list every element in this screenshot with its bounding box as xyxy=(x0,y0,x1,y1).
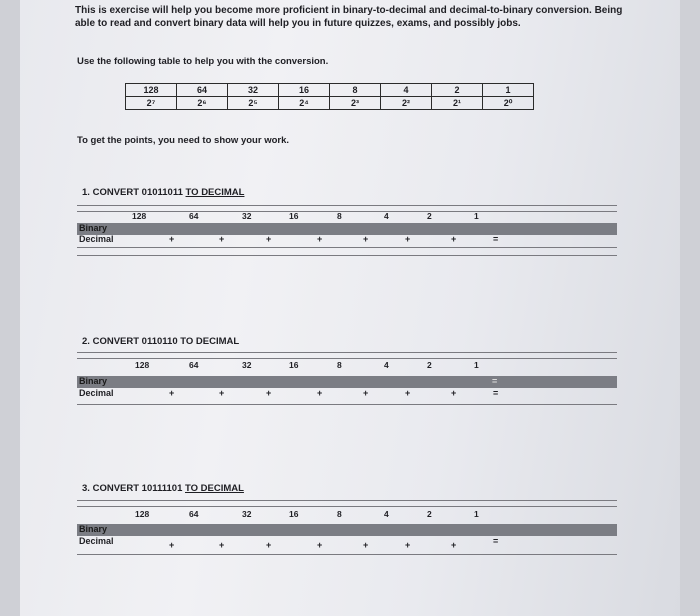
place-value: 8 xyxy=(337,211,342,221)
binary-label: Binary xyxy=(79,524,108,534)
ref-value: 8 xyxy=(330,84,381,97)
plus-sign: + xyxy=(317,234,323,244)
exercise-number: 1. xyxy=(82,187,90,198)
ref-power: 2⁴ xyxy=(279,97,330,110)
ref-power: 2⁰ xyxy=(483,97,534,110)
equals-sign: = xyxy=(493,234,499,244)
plus-sign: + xyxy=(317,540,323,550)
plus-sign: + xyxy=(266,234,272,244)
ref-value: 4 xyxy=(381,84,432,97)
ref-value: 2 xyxy=(432,84,483,97)
plus-sign: + xyxy=(363,234,369,244)
exercise-text: CONVERT 0110110 TO DECIMAL xyxy=(92,336,240,347)
place-value: 32 xyxy=(242,509,252,519)
plus-sign: + xyxy=(266,540,272,550)
place-value: 128 xyxy=(135,360,150,370)
decimal-label: Decimal xyxy=(79,388,114,398)
plus-sign: + xyxy=(169,234,175,244)
exercise-number: 3. xyxy=(82,483,90,494)
place-value: 1 xyxy=(474,360,479,370)
exercise-emphasis: TO DECIMAL xyxy=(185,483,244,494)
show-work-bold: show your work xyxy=(214,135,287,146)
ref-value: 1 xyxy=(483,84,534,97)
plus-sign: + xyxy=(266,388,272,398)
place-value: 64 xyxy=(189,360,199,370)
exercise-number: 2. xyxy=(82,336,90,347)
place-value: 2 xyxy=(427,360,432,370)
binary-label: Binary xyxy=(79,376,108,386)
ref-power: 2⁵ xyxy=(228,97,279,110)
plus-sign: + xyxy=(363,388,369,398)
plus-sign: + xyxy=(219,388,225,398)
show-work-suffix: . xyxy=(286,135,290,146)
place-value: 8 xyxy=(337,509,342,519)
equals-sign: = xyxy=(492,376,498,386)
plus-sign: + xyxy=(363,540,369,550)
ref-power: 2³ xyxy=(330,97,381,110)
binary-row[interactable] xyxy=(77,223,617,235)
ref-value: 64 xyxy=(177,84,228,97)
binary-label: Binary xyxy=(79,223,108,233)
reference-values-row xyxy=(126,84,534,97)
place-value: 1 xyxy=(474,509,479,519)
plus-sign: + xyxy=(405,234,411,244)
show-work-note xyxy=(77,135,289,146)
exercise-emphasis: TO DECIMAL xyxy=(185,187,245,198)
exercise-text: CONVERT 01011011 xyxy=(92,187,186,198)
place-value: 64 xyxy=(189,509,199,519)
exercise-1-worksheet xyxy=(77,205,617,263)
exercise-2-worksheet xyxy=(77,352,617,410)
exercise-2-heading xyxy=(82,336,239,347)
place-value: 2 xyxy=(427,509,432,519)
plus-sign: + xyxy=(169,388,175,398)
ref-power: 2¹ xyxy=(432,97,483,110)
show-work-prefix: To get the points, you need to xyxy=(77,135,215,146)
place-value: 1 xyxy=(474,211,479,221)
exercise-3-heading xyxy=(82,483,244,494)
binary-row[interactable] xyxy=(77,524,617,536)
place-value: 32 xyxy=(242,211,252,221)
place-value: 4 xyxy=(384,360,389,370)
ref-value: 16 xyxy=(279,84,330,97)
binary-row[interactable] xyxy=(77,376,617,388)
decimal-label: Decimal xyxy=(79,536,114,546)
place-value: 4 xyxy=(384,211,389,221)
place-value: 128 xyxy=(132,211,147,221)
plus-sign: + xyxy=(219,234,225,244)
place-value: 16 xyxy=(289,360,299,370)
place-value: 128 xyxy=(135,509,150,519)
ref-power: 2² xyxy=(381,97,432,110)
reference-powers-row xyxy=(126,97,534,110)
intro-paragraph: This is exercise will help you become more proficient in binary-to-decimal and decimal-to-binary conversion. Being able to read and convert binary data will help you in future quizzes, exams, and possibly jobs. xyxy=(75,5,623,29)
place-value: 16 xyxy=(289,211,299,221)
place-value: 2 xyxy=(427,211,432,221)
worksheet-page xyxy=(20,0,680,616)
plus-sign: + xyxy=(317,388,323,398)
place-value: 8 xyxy=(337,360,342,370)
equals-sign: = xyxy=(493,388,499,398)
place-value: 4 xyxy=(384,509,389,519)
plus-sign: + xyxy=(451,388,457,398)
ref-power: 2⁷ xyxy=(126,97,177,110)
plus-sign: + xyxy=(219,540,225,550)
equals-sign: = xyxy=(493,536,499,546)
ref-power: 2⁶ xyxy=(177,97,228,110)
ref-value: 128 xyxy=(126,84,177,97)
place-value: 32 xyxy=(242,360,252,370)
plus-sign: + xyxy=(169,540,175,550)
exercise-text: CONVERT 10111101 xyxy=(92,483,185,494)
exercise-1-heading xyxy=(82,187,244,198)
plus-sign: + xyxy=(451,234,457,244)
place-value: 64 xyxy=(189,211,199,221)
plus-sign: + xyxy=(451,540,457,550)
exercise-3-worksheet xyxy=(77,500,617,558)
ref-value: 32 xyxy=(228,84,279,97)
plus-sign: + xyxy=(405,388,411,398)
reference-table xyxy=(125,83,534,110)
decimal-label: Decimal xyxy=(79,234,114,244)
table-instruction: Use the following table to help you with the conversion. xyxy=(77,56,329,67)
plus-sign: + xyxy=(405,540,411,550)
place-value: 16 xyxy=(289,509,299,519)
